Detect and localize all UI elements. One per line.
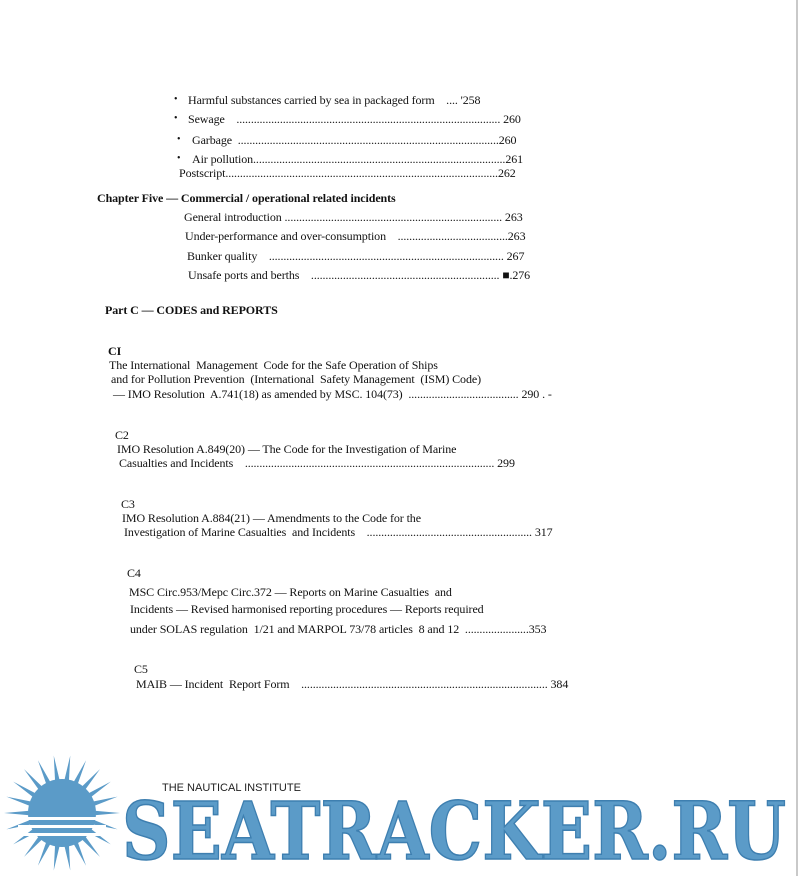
sun-logo-icon	[4, 756, 120, 871]
c1-code: CI	[108, 344, 122, 358]
toc-entry-under-performance: Under-performance and over-consumption ......................................263	[185, 229, 526, 243]
toc-entry-postscript: Postscript..............................................................................................262	[179, 166, 516, 180]
footer-publisher-label: THE NAUTICAL INSTITUTE	[162, 782, 301, 794]
toc-entry-harmful-substances: Harmful substances carried by sea in packaged form .... '258	[188, 93, 481, 107]
part-c-heading: Part C — CODES and REPORTS	[105, 303, 278, 317]
bullet-icon: •	[174, 94, 178, 105]
c4-line: MSC Circ.953/Mepc Circ.372 — Reports on Marine Casualties and	[129, 585, 452, 599]
toc-entry-garbage: Garbage ..........................................................................................260	[192, 133, 517, 147]
c4-code: C4	[127, 566, 141, 580]
bullet-icon: •	[177, 134, 181, 145]
toc-entry-general-introduction: General introduction ........................................................................... 263	[184, 210, 523, 224]
toc-entry-air-pollution: Air pollution.......................................................................................261	[192, 152, 524, 166]
c4-line: Incidents — Revised harmonised reporting procedures — Reports required	[130, 602, 484, 616]
c2-code: C2	[115, 428, 129, 442]
c3-line: Investigation of Marine Casualties and Incidents ......................................................... 317	[124, 525, 553, 539]
bullet-icon: •	[177, 153, 181, 164]
c1-line: and for Pollution Prevention (International Safety Management (ISM) Code)	[111, 372, 481, 386]
c2-line: Casualties and Incidents ...................................................................................... 299	[119, 456, 515, 470]
bullet-icon: •	[174, 113, 178, 124]
toc-entry-sewage: Sewage ........................................................................................... 260	[188, 112, 521, 126]
seatracker-watermark	[0, 755, 798, 876]
c5-code: C5	[134, 662, 148, 676]
toc-entry-bunker-quality: Bunker quality ................................................................................. 267	[187, 249, 525, 263]
toc-entry-unsafe-ports: Unsafe ports and berths ................................................................. ■.276	[188, 268, 531, 282]
c5-line: MAIB — Incident Report Form ..................................................................................... 384	[136, 677, 569, 691]
chapter-five-heading: Chapter Five — Commercial / operational related incidents	[97, 191, 396, 205]
c2-line: IMO Resolution A.849(20) — The Code for the Investigation of Marine	[117, 442, 457, 456]
c3-code: C3	[121, 497, 135, 511]
watermark-text: SEATRACKER.RU	[122, 784, 786, 876]
c4-line: under SOLAS regulation 1/21 and MARPOL 73/78 articles 8 and 12 ......................353	[130, 622, 547, 636]
c3-line: IMO Resolution A.884(21) — Amendments to the Code for the	[122, 511, 421, 525]
c1-line: — IMO Resolution A.741(18) as amended by MSC. 104(73) ...................................... 290 . -	[113, 387, 552, 401]
c1-line: The International Management Code for the Safe Operation of Ships	[109, 358, 438, 372]
